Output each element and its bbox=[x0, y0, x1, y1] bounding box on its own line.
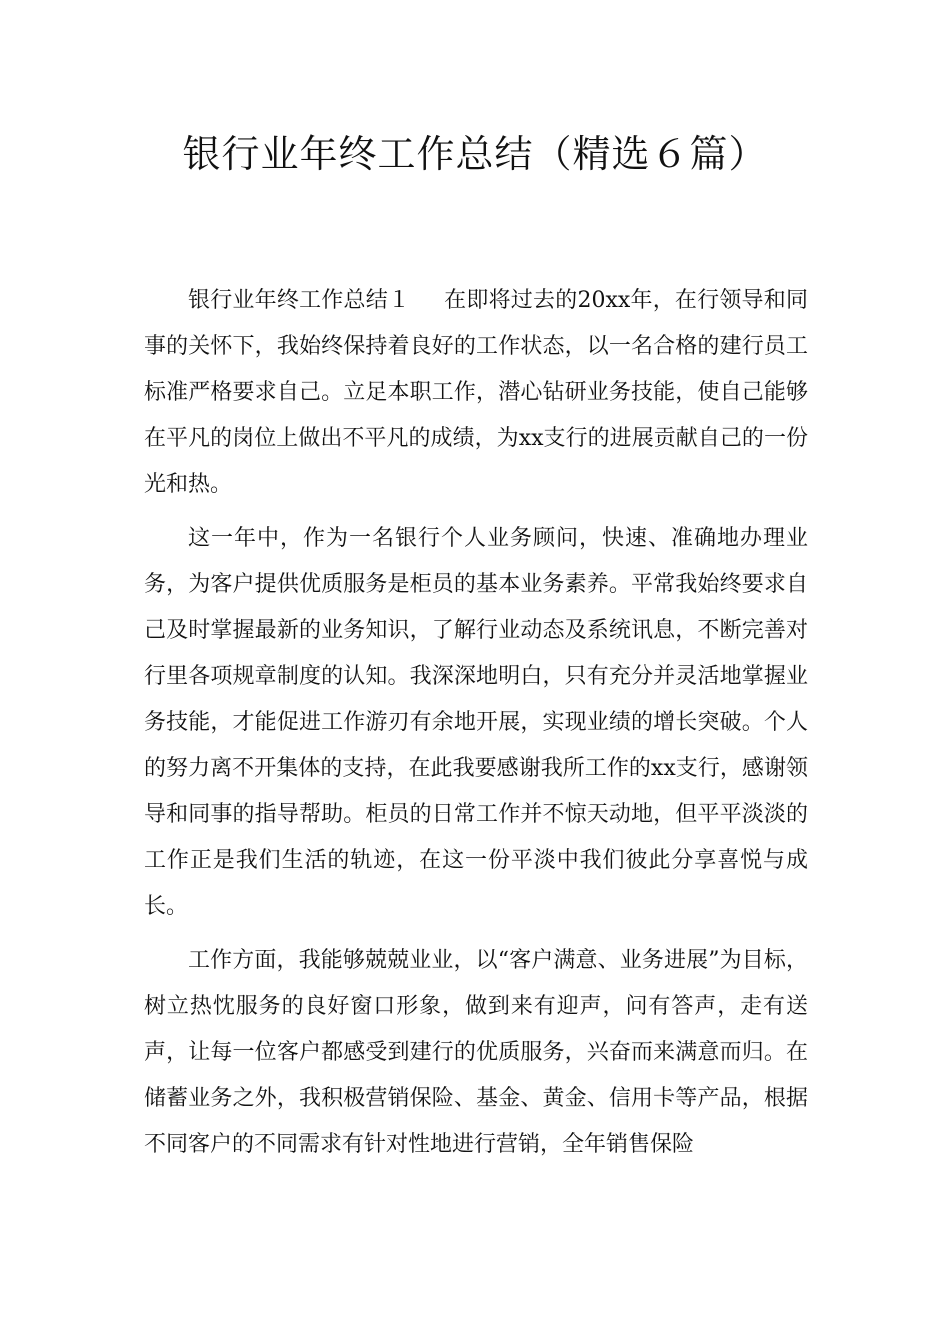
paragraph-3: 工作方面，我能够兢兢业业，以“客户满意、业务进展”为目标，树立热忱服务的良好窗口形象，做到来有迎声，问有答声，走有送声，让每一位客户都感受到建行的优质服务，兴奋而来满意而归。在储蓄业务之外，我积极营销保险、基金、黄金、信用卡等产品，根据不同客户的不同需求有针对性地进行营销，全年销售保险 bbox=[144, 948, 808, 1157]
paragraph-2: 这一年中，作为一名银行个人业务顾问，快速、准确地办理业务，为客户提供优质服务是柜员的基本业务素养。平常我始终要求自己及时掌握最新的业务知识，了解行业动态及系统讯息，不断完善对行里各项规章制度的认知。我深深地明白，只有充分并灵活地掌握业务技能，才能促进工作游刃有余地开展，实现业绩的增长突破。个人的努力离不开集体的支持，在此我要感谢我所工作的xx支行，感谢领导和同事的指导帮助。柜员的日常工作并不惊天动地，但平平淡淡的工作正是我们生活的轨迹，在这一份平淡中我们彼此分享喜悦与成长。 bbox=[144, 526, 808, 919]
paragraph-1 bbox=[144, 278, 808, 508]
paragraph-1-text: 在即将过去的20xx年，在行领导和同事的关怀下，我始终保持着良好的工作状态，以一名合格的建行员工标准严格要求自己。立足本职工作，潜心钻研业务技能，使自己能够在平凡的岗位上做出不平凡的成绩，为xx支行的进展贡献自己的一份光和热。 bbox=[144, 288, 808, 497]
section-label: 银行业年终工作总结１ bbox=[188, 288, 411, 313]
document-title: 银行业年终工作总结（精选６篇） bbox=[182, 132, 768, 176]
document-body bbox=[144, 278, 808, 1168]
